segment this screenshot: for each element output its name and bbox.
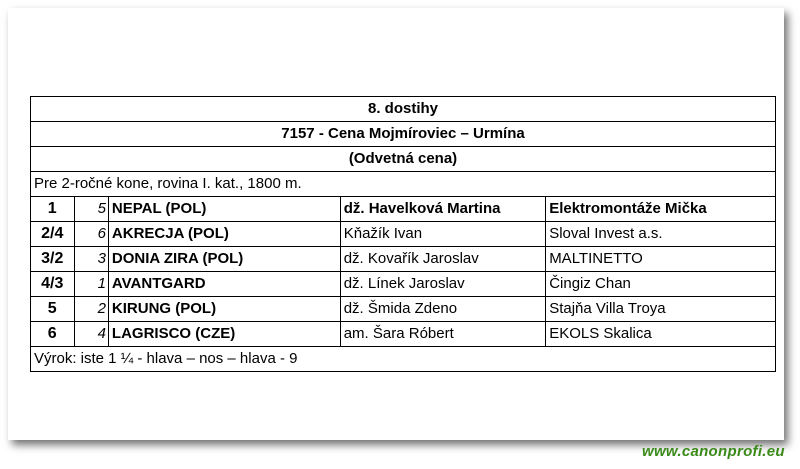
place: 2/4	[31, 222, 75, 247]
place: 4/3	[31, 272, 75, 297]
jockey-name: dž. Línek Jaroslav	[340, 272, 545, 297]
start-number: 5	[74, 197, 108, 222]
horse-name: NEPAL (POL)	[108, 197, 340, 222]
horse-name: AVANTGARD	[108, 272, 340, 297]
owner-name: Sloval Invest a.s.	[546, 222, 776, 247]
start-number: 3	[74, 247, 108, 272]
place: 5	[31, 297, 75, 322]
start-number: 4	[74, 322, 108, 347]
race-verdict: Výrok: iste 1 ¼ - hlava – nos – hlava - 9	[31, 347, 776, 372]
result-row	[31, 297, 776, 322]
watermark: www.canonprofi.eu	[642, 443, 785, 460]
place: 3/2	[31, 247, 75, 272]
result-row	[31, 222, 776, 247]
start-number: 2	[74, 297, 108, 322]
jockey-name: Kňažík Ivan	[340, 222, 545, 247]
horse-name: DONIA ZIRA (POL)	[108, 247, 340, 272]
start-number: 1	[74, 272, 108, 297]
race-results-table	[30, 96, 776, 372]
horse-name: KIRUNG (POL)	[108, 297, 340, 322]
horse-name: AKRECJA (POL)	[108, 222, 340, 247]
owner-name: Stajňa Villa Troya	[546, 297, 776, 322]
result-row	[31, 272, 776, 297]
race-name: 7157 - Cena Mojmíroviec – Urmína	[31, 122, 776, 147]
owner-name: EKOLS Skalica	[546, 322, 776, 347]
place: 6	[31, 322, 75, 347]
jockey-name: dž. Kovařík Jaroslav	[340, 247, 545, 272]
jockey-name: dž. Havelková Martina	[340, 197, 545, 222]
owner-name: Elektromontáže Mička	[546, 197, 776, 222]
race-title: 8. dostihy	[31, 97, 776, 122]
result-row	[31, 247, 776, 272]
owner-name: MALTINETTO	[546, 247, 776, 272]
horse-name: LAGRISCO (CZE)	[108, 322, 340, 347]
race-subtitle: (Odvetná cena)	[31, 147, 776, 172]
result-row	[31, 197, 776, 222]
result-row	[31, 322, 776, 347]
jockey-name: dž. Šmida Zdeno	[340, 297, 545, 322]
place: 1	[31, 197, 75, 222]
race-conditions: Pre 2-ročné kone, rovina I. kat., 1800 m.	[31, 172, 776, 197]
start-number: 6	[74, 222, 108, 247]
jockey-name: am. Šara Róbert	[340, 322, 545, 347]
owner-name: Čingiz Chan	[546, 272, 776, 297]
